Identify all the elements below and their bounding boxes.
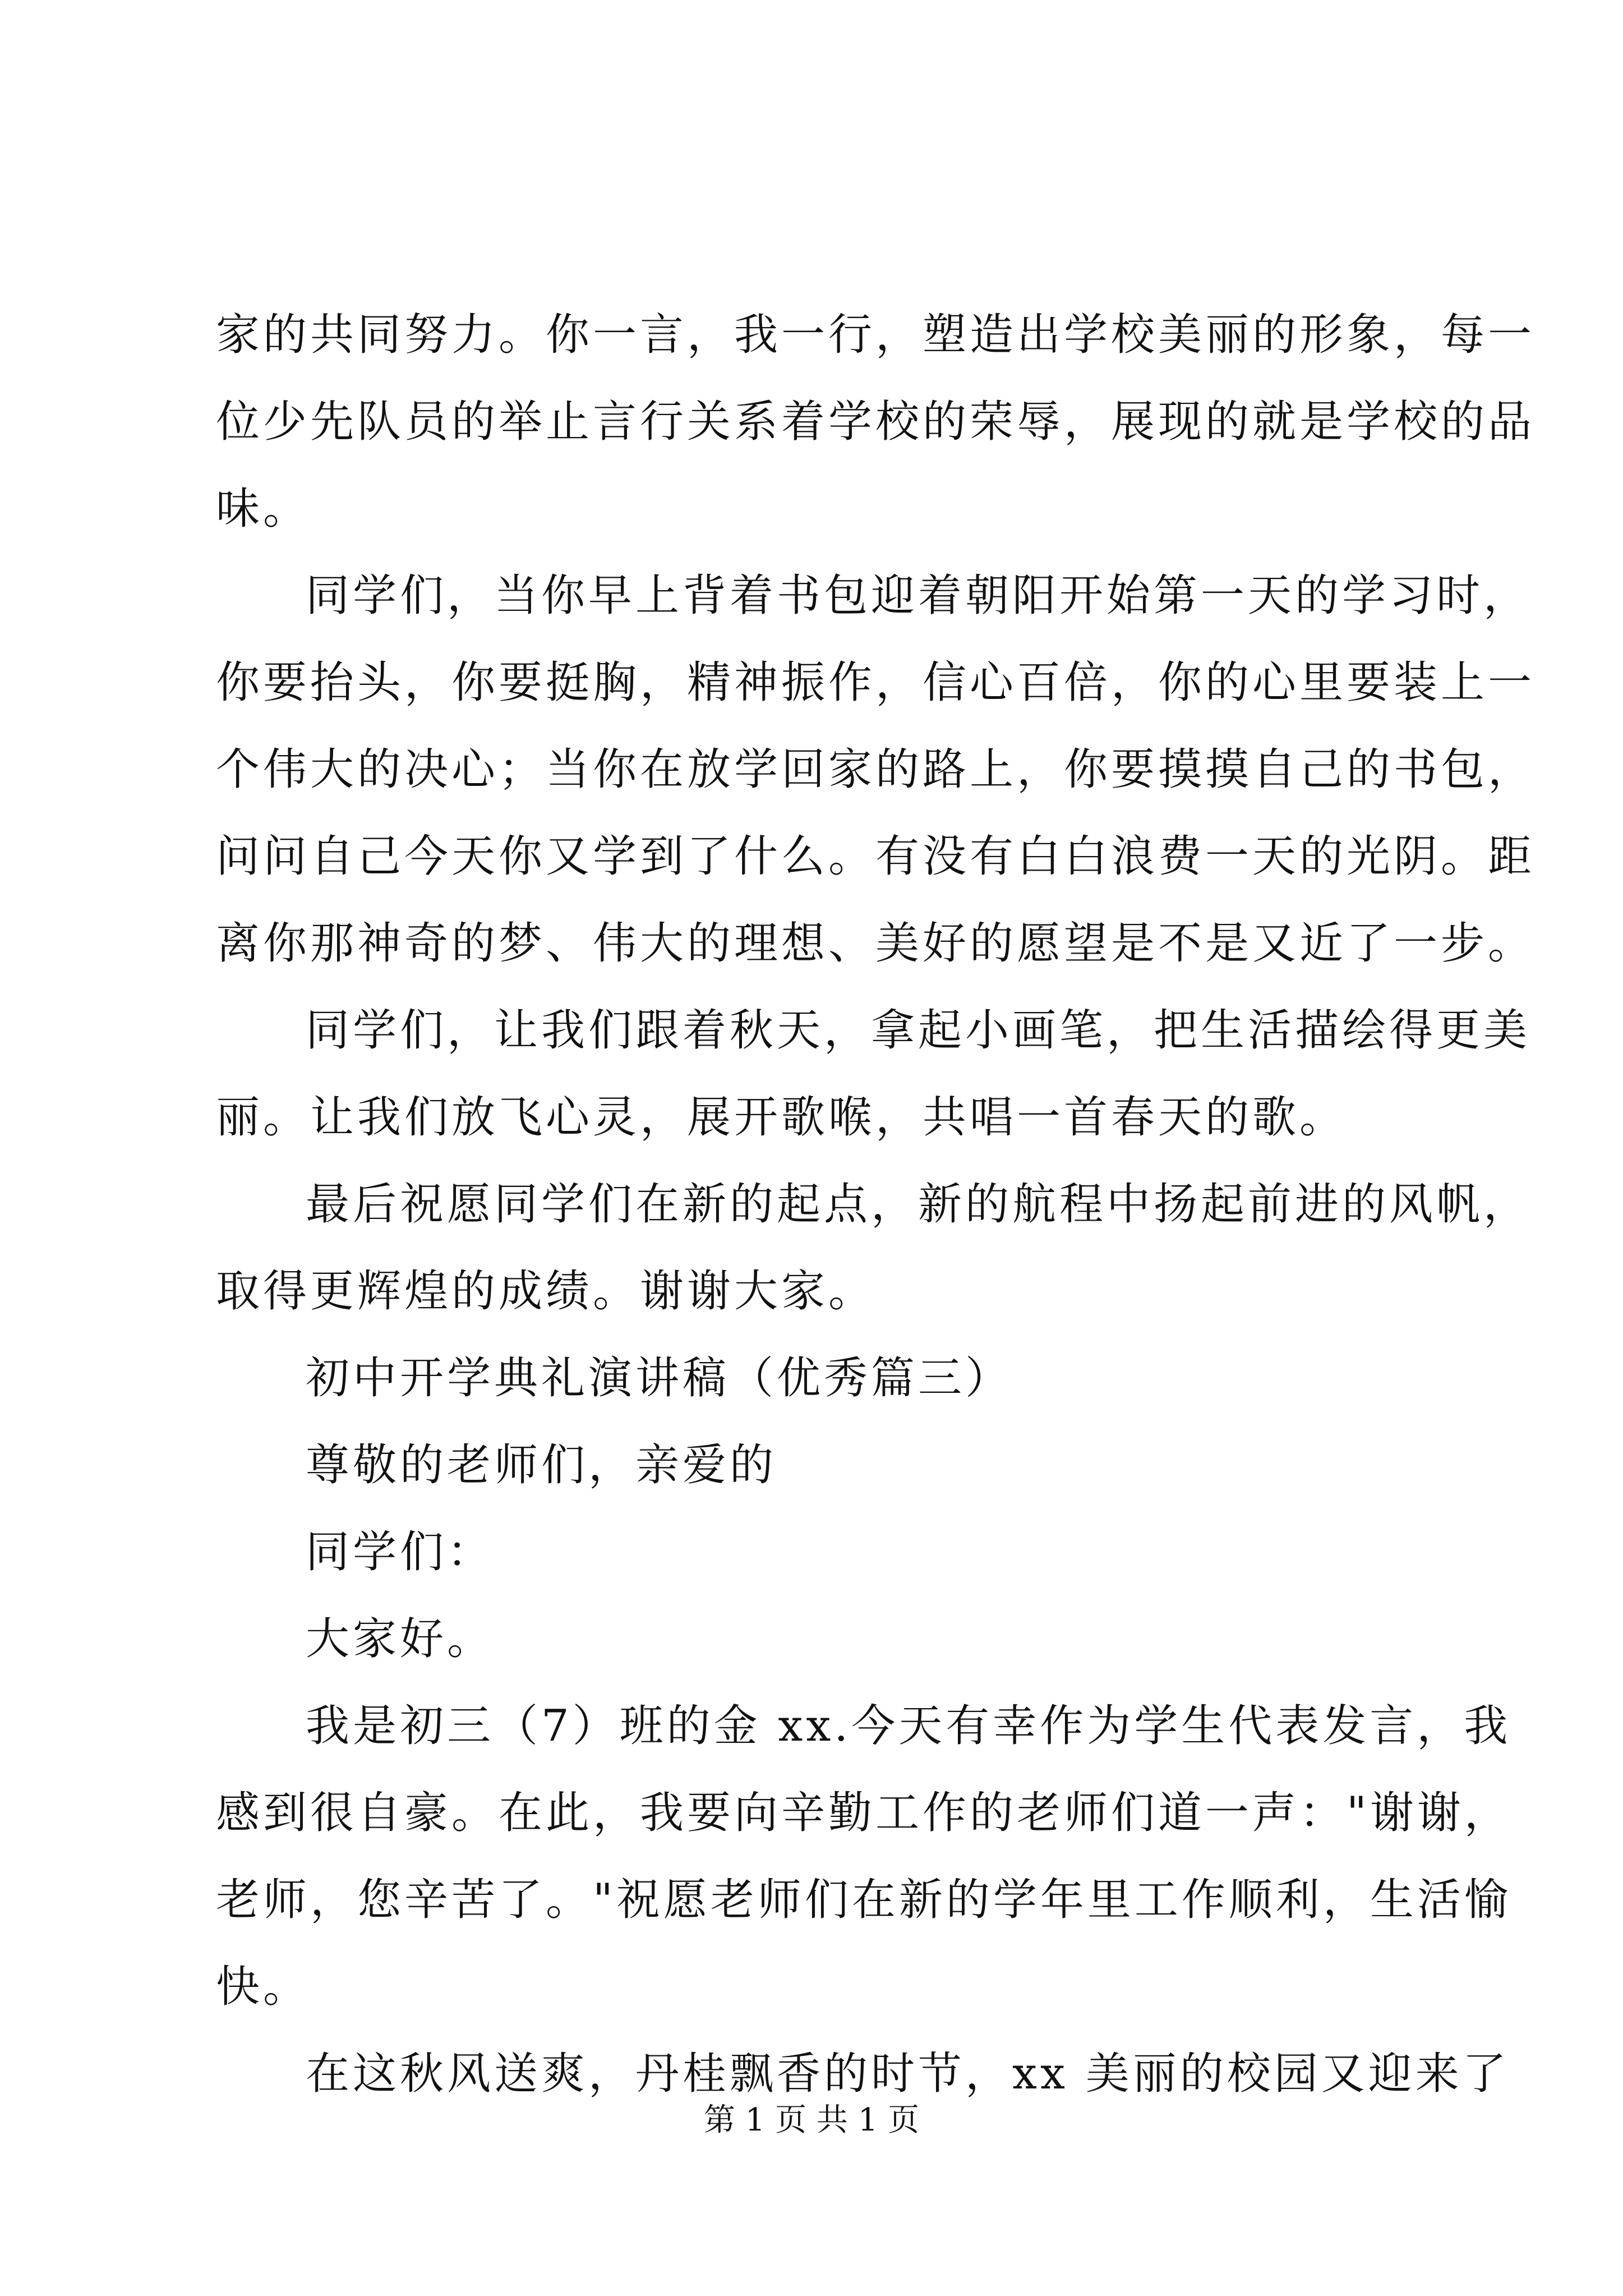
- text-line: 我是初三（7）班的金 xx.今天有幸作为学生代表发言，我: [306, 1701, 1511, 1751]
- text-line: 位少先队员的举止言行关系着学校的荣辱，展现的就是学校的品: [216, 397, 1536, 447]
- text-line: 丽。让我们放飞心灵，展开歌喉，共唱一首春天的歌。: [216, 1092, 1347, 1143]
- text-line: 个伟大的决心；当你在放学回家的路上，你要摸摸自己的书包，: [216, 744, 1536, 795]
- text-line: 取得更辉煌的成绩。谢谢大家。: [216, 1266, 876, 1317]
- text-line: 最后祝愿同学们在新的起点，新的航程中扬起前进的风帆，: [306, 1179, 1531, 1230]
- text-line: 同学们，当你早上背着书包迎着朝阳开始第一天的学习时，: [306, 570, 1531, 621]
- section-heading: 初中开学典礼演讲稿（优秀篇三）: [306, 1353, 1013, 1404]
- page-footer: 第 1 页 共 1 页: [703, 2102, 920, 2138]
- document-body: [216, 292, 1536, 2118]
- text-line: 离你那神奇的梦、伟大的理想、美好的愿望是不是又近了一步。: [216, 918, 1536, 969]
- text-line: 在这秋风送爽，丹桂飘香的时节，xx 美丽的校园又迎来了: [306, 2049, 1510, 2099]
- greeting: 大家好。: [306, 1614, 495, 1664]
- text-line: 快。: [216, 1962, 311, 2012]
- text-line: 感到很自豪。在此，我要向辛勤工作的老师们道一声："谢谢，: [216, 1788, 1511, 1838]
- salutation: 尊敬的老师们，亲爱的: [306, 1440, 777, 1490]
- salutation: 同学们：: [306, 1527, 495, 1577]
- text-line: 味。: [216, 484, 311, 534]
- text-line: 同学们，让我们跟着秋天，拿起小画笔，把生活描绘得更美: [306, 1005, 1531, 1056]
- text-line: 老师，您辛苦了。"祝愿老师们在新的学年里工作顺利，生活愉: [216, 1875, 1511, 1925]
- text-line: 家的共同努力。你一言，我一行，塑造出学校美丽的形象，每一: [216, 310, 1536, 360]
- text-line: 问问自己今天你又学到了什么。有没有白白浪费一天的光阴。距: [216, 831, 1536, 882]
- text-line: 你要抬头，你要挺胸，精神振作，信心百倍，你的心里要装上一: [216, 657, 1536, 708]
